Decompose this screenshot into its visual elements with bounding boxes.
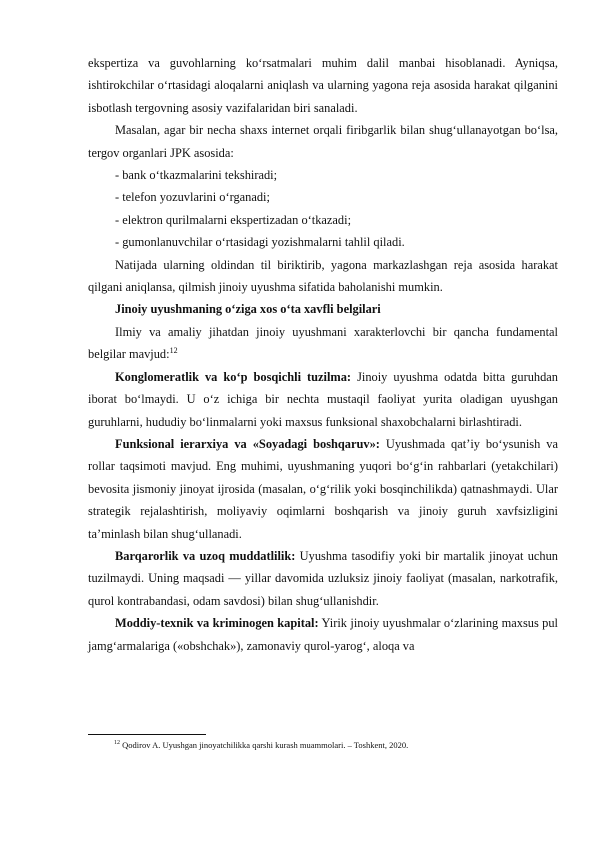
footnote-divider bbox=[88, 734, 206, 735]
list-item: - telefon yozuvlarini o‘rganadi; bbox=[115, 190, 270, 205]
paragraph-4 bbox=[88, 321, 558, 366]
paragraph-6-text: Uyushmada qat’iy bo‘ysunish va rollar taqsimoti mavjud. Eng muhimi, uyushmaning yuqori bo‘g‘in rahbarlari (yetakchilari) bevosita jismoniy jinoyat ijrosida (masalan, o‘g‘rilik yoki bosqinchilikda) qatnashmaydi. Ular strategik rejalashtirish, moliyaviy oqimlarni boshqarish va jinoiy guruh xavfsizligini ta’minlash bilan shug‘ullanadi. bbox=[88, 436, 558, 541]
document-body bbox=[88, 52, 558, 657]
paragraph-2: Masalan, agar bir necha shaxs internet orqali firibgarlik bilan shug‘ullanayotgan bo‘lsa, tergov organlari JPK asosida: bbox=[88, 123, 558, 160]
paragraph-5-lead: Konglomeratlik va ko‘p bosqichli tuzilma: bbox=[115, 369, 352, 384]
footnote-ref: 12 bbox=[169, 346, 178, 356]
paragraph-5 bbox=[88, 366, 558, 433]
paragraph-8-text: Yirik jinoiy uyushmalar o‘zlarining maxsus pul jamg‘armalariga («obshchak»), zamonaviy qurol-yarog‘, aloqa va bbox=[88, 616, 559, 653]
footnote-number: 12 bbox=[114, 740, 120, 747]
paragraph-4-text: Ilmiy va amaliy jihatdan jinoiy uyushmani xarakterlovchi bir qancha fundamental belgilar mavjud: bbox=[88, 324, 558, 362]
paragraph-7-text: Uyushma tasodifiy yoki bir martalik jinoyat uchun tuzilmaydi. Uning maqsadi — yillar davomida uzluksiz jinoiy faoliyat (masalan, narkotrafik, qurol kontrabandasi, odam savdosi) bilan shug‘ullanishdir. bbox=[88, 548, 558, 608]
list-item: - elektron qurilmalarni ekspertizadan o‘tkazadi; bbox=[115, 212, 352, 227]
paragraph-5-text: Jinoiy uyushma odatda bitta guruhdan iborat bo‘lmaydi. U o‘z ichiga bir nechta mustaqil faoliyat yurita oladigan uyushgan guruhlarni, hududiy bo‘linmalarni yoki maxsus funksional shaxobchalarni birlashtiradi. bbox=[88, 369, 558, 429]
list-item: - bank o‘tkazmalarini tekshiradi; bbox=[115, 168, 278, 183]
footnote bbox=[114, 739, 408, 751]
section-heading: Jinoiy uyushmaning o‘ziga xos o‘ta xavfli belgilari bbox=[115, 302, 381, 317]
paragraph-7-lead: Barqarorlik va uzoq muddatlilik: bbox=[115, 548, 296, 563]
paragraph-1: ekspertiza va guvohlarning ko‘rsatmalari muhim dalil manbai hisoblanadi. Ayniqsa, ishtirokchilar o‘rtasidagi aloqalarni aniqlash va ularning yagona reja asosida harakat qilganini isbotlash tergovning asosiy vazifalaridan biri sanaladi. bbox=[88, 56, 558, 115]
paragraph-6 bbox=[88, 433, 558, 545]
paragraph-8-lead: Moddiy-texnik va kriminogen kapital: bbox=[115, 616, 319, 631]
paragraph-7 bbox=[88, 545, 558, 612]
list-item: - gumonlanuvchilar o‘rtasidagi yozishmalarni tahlil qiladi. bbox=[115, 235, 405, 250]
footnote-text: Qodirov A. Uyushgan jinoyatchilikka qarshi kurash muammolari. – Toshkent, 2020. bbox=[120, 740, 409, 750]
paragraph-8 bbox=[88, 612, 558, 657]
paragraph-3: Natijada ularning oldindan til biriktirib, yagona markazlashgan reja asosida harakat qilgani aniqlansa, qilmish jinoiy uyushma sifatida baholanishi mumkin. bbox=[88, 257, 558, 295]
paragraph-6-lead: Funksional ierarxiya va «Soyadagi boshqaruv»: bbox=[115, 436, 380, 451]
